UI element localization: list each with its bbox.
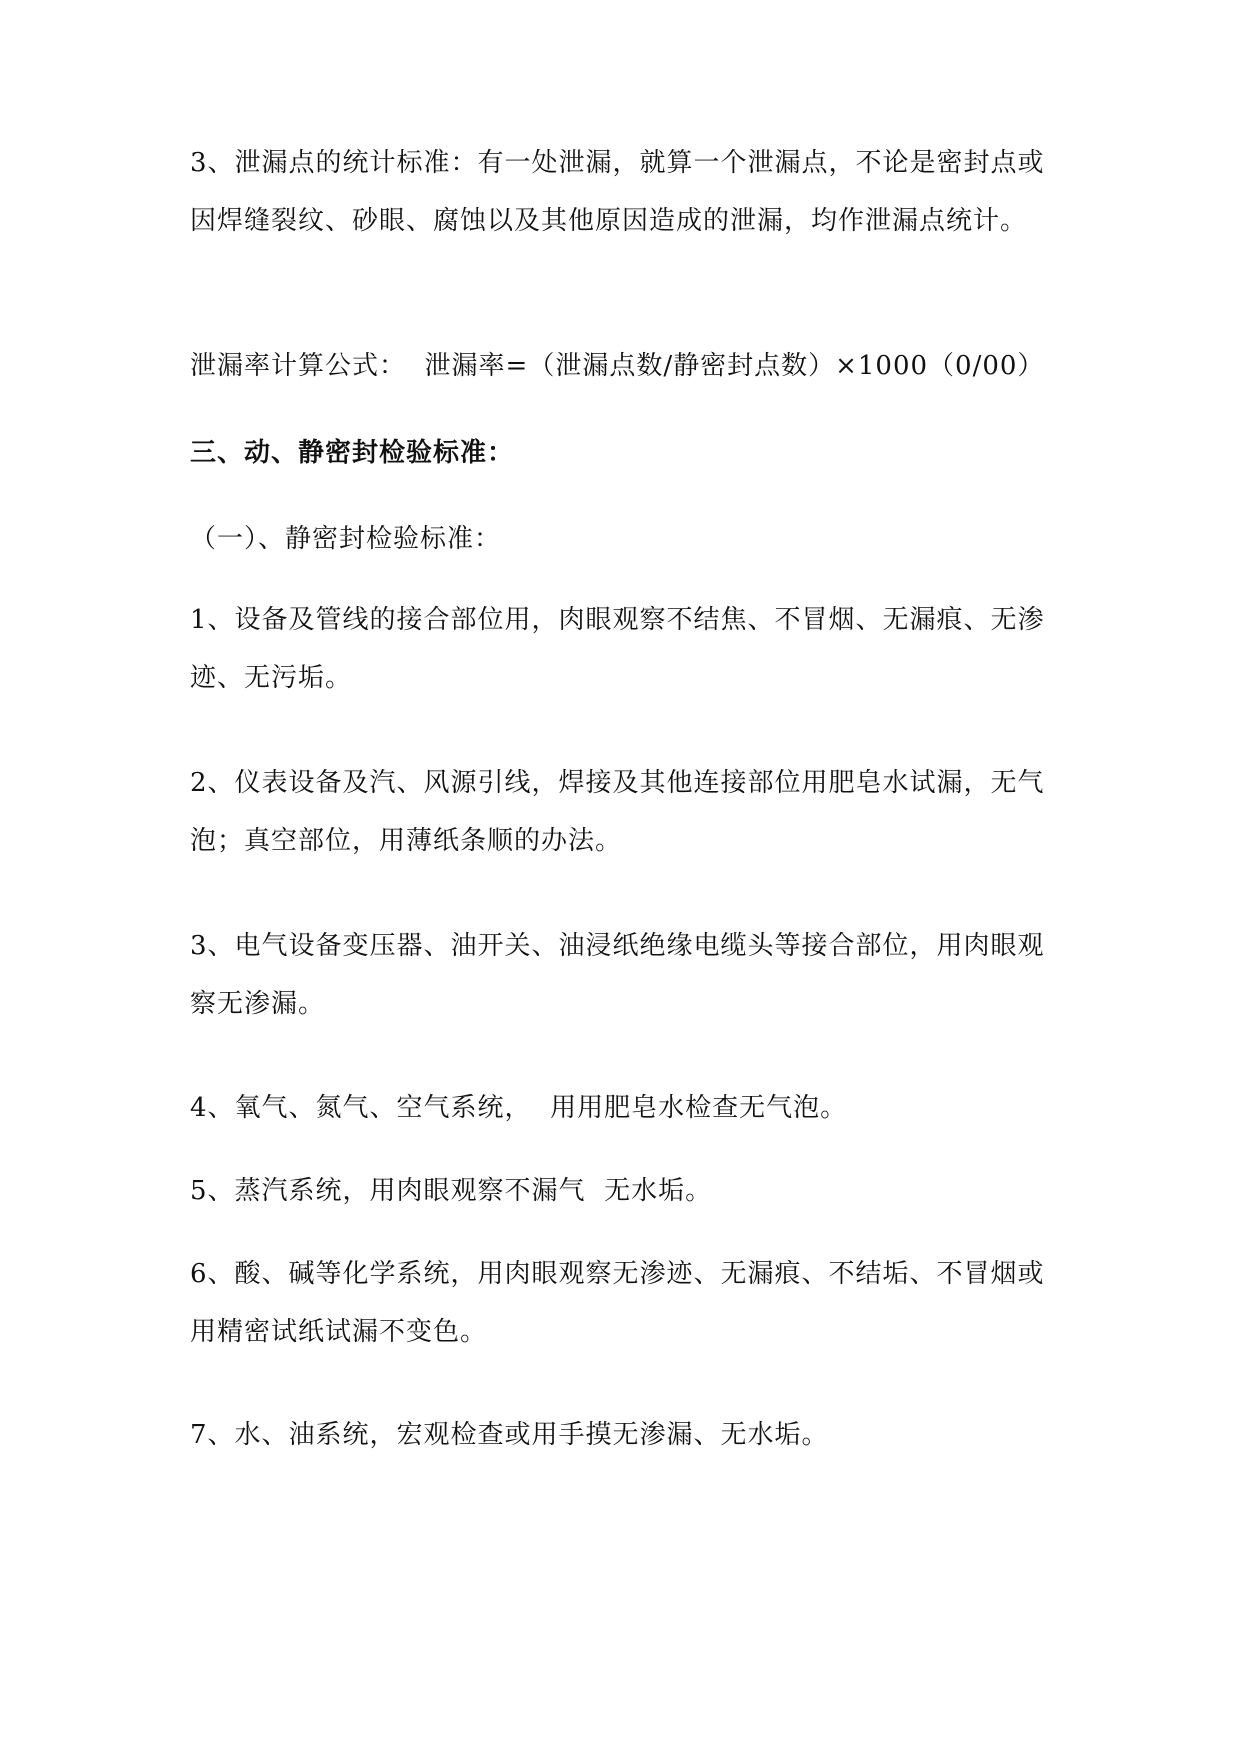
list-item-static-seal-2: 2、仪表设备及汽、风源引线，焊接及其他连接部位用肥皂水试漏，无气泡；真空部位，用薄纸条顺的办法。 bbox=[190, 768, 1045, 856]
list-item-static-seal-1: 1、设备及管线的接合部位用，肉眼观察不结焦、不冒烟、无漏痕、无渗迹、无污垢。 bbox=[190, 605, 1045, 693]
list-item-static-seal-3: 3、电气设备变压器、油开关、油浸纸绝缘电缆头等接合部位，用肉眼观察无渗漏。 bbox=[190, 931, 1045, 1019]
list-item-static-seal-7: 7、水、油系统，宏观检查或用手摸无渗漏、无水垢。 bbox=[190, 1420, 829, 1450]
paragraph-leak-rate-formula: 泄漏率计算公式： 泄漏率=（泄漏点数/静密封点数）×1000（0/00） bbox=[190, 351, 1045, 381]
subsection-heading-static-seal-standards: （一）、静密封检验标准： bbox=[190, 524, 502, 554]
paragraph-leak-point-statistics-standard: 3、泄漏点的统计标准：有一处泄漏，就算一个泄漏点，不论是密封点或因焊缝裂纹、砂眼、腐蚀以及其他原因造成的泄漏，均作泄漏点统计。 bbox=[190, 148, 1045, 236]
list-item-static-seal-4: 4、氧气、氮气、空气系统， 用用肥皂水检查无气泡。 bbox=[190, 1093, 848, 1123]
list-item-static-seal-5: 5、蒸汽系统，用肉眼观察不漏气 无水垢。 bbox=[190, 1176, 713, 1206]
list-item-static-seal-6: 6、酸、碱等化学系统，用肉眼观察无渗迹、无漏痕、不结垢、不冒烟或用精密试纸试漏不变色。 bbox=[190, 1259, 1045, 1347]
section-heading-seal-inspection-standards: 三、动、静密封检验标准： bbox=[190, 438, 515, 468]
